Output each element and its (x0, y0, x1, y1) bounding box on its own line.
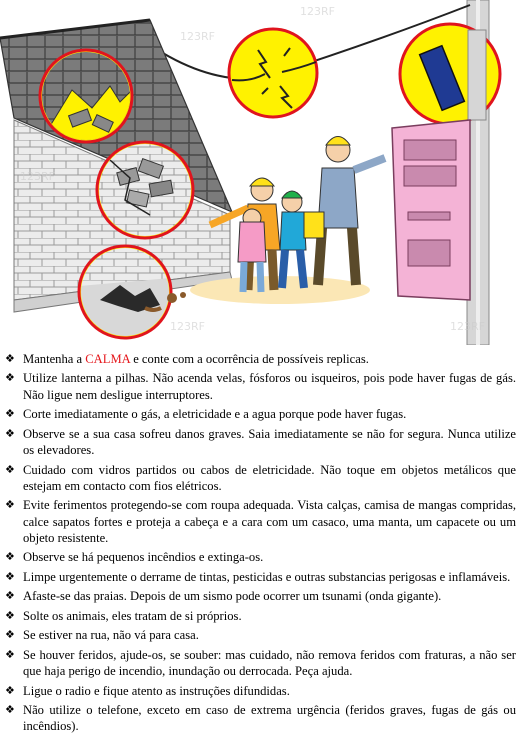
bullet-icon: ❖ (5, 550, 15, 564)
watermark: 123RF (20, 170, 55, 183)
safety-tips-list (4, 351, 516, 738)
cracked-wall-hazard-circle (95, 140, 195, 240)
calm-highlight: CALMA (85, 352, 131, 366)
bullet-icon: ❖ (5, 498, 15, 512)
tip-item: ❖ Afaste-se das praias. Depois de um sismo pode ocorrer um tsunami (onda gigante). (5, 589, 442, 604)
roof-tiles-hazard-circle (40, 50, 132, 142)
bullet-icon: ❖ (5, 569, 15, 583)
tip-item: ❖ Utilize lanterna a pilhas. Não acenda velas, fósforos ou isqueiros, pois pode haver fugas de gás. Não ligue nem desligue interruptores. (5, 371, 516, 402)
bullet-icon: ❖ (5, 647, 15, 661)
ground-crack-hazard-circle (79, 246, 171, 340)
tip-item: ❖ Se houver feridos, ajude-os, se souber: mas cuidado, não remova feridos com fraturas, a não ser que haja perigo de incendio, inundação ou derrocada. Peça ajuda. (5, 647, 516, 679)
bullet-icon: ❖ (5, 352, 15, 365)
tip-item: ❖ Observe se há pequenos incêndios e extinga-os. (5, 550, 264, 565)
bullet-icon: ❖ (5, 608, 15, 622)
earthquake-safety-illustration (0, 0, 522, 345)
bullet-icon: ❖ (5, 407, 15, 421)
bullet-icon: ❖ (5, 426, 15, 440)
tip-item: ❖ Solte os animais, eles tratam de si próprios. (5, 608, 242, 623)
tip-item: ❖ Não utilize o telefone, exceto em caso de extrema urgência (feridos graves, fugas de gás ou incêndios). (5, 703, 516, 734)
tip-item: ❖ Se estiver na rua, não vá para casa. (5, 628, 199, 643)
bullet-icon: ❖ (5, 628, 15, 642)
tip-item: ❖ Mantenha a CALMA e conte com a ocorrência de possíveis replicas. (5, 352, 369, 366)
bullet-icon: ❖ (5, 683, 15, 697)
bullet-icon: ❖ (5, 589, 15, 603)
solar-panel-hazard-circle (400, 24, 500, 124)
tip-item: ❖ Corte imediatamente o gás, a eletricidade e a agua porque pode haver fugas. (5, 407, 407, 422)
watermark: 123RF (170, 320, 205, 333)
electric-meter-box (392, 120, 470, 300)
watermark: 123RF (180, 30, 215, 43)
watermark: 123RF (450, 320, 485, 333)
tip-item: ❖ Cuidado com vidros partidos ou cabos de eletricidade. Não toque em objetos metálicos que estejam em contacto com fios elétricos. (5, 462, 516, 493)
tip-item: ❖ Limpe urgentemente o derrame de tintas, pesticidas e outras substancias perigosas e inflamáveis. (5, 569, 511, 584)
family-figures (210, 137, 385, 293)
power-line-spark-hazard-circle (229, 29, 317, 117)
bullet-icon: ❖ (5, 462, 15, 476)
tip-item: ❖ Ligue o radio e fique atento as instruções difundidas. (5, 683, 290, 698)
tip-item: ❖ Evite ferimentos protegendo-se com roupa adequada. Vista calças, camisa de mangas compridas, calce sapatos fortes e proteja a cabeça e a cara com um casaco, uma manta, um capacete ou um objeto resistente. (5, 498, 516, 545)
watermark: 123RF (300, 5, 335, 18)
bullet-icon: ❖ (5, 371, 15, 385)
tip-item: ❖ Observe se a sua casa sofreu danos graves. Saia imediatamente se não for segura. Nunca utilize os elevadores. (5, 426, 516, 458)
bullet-icon: ❖ (5, 703, 15, 717)
